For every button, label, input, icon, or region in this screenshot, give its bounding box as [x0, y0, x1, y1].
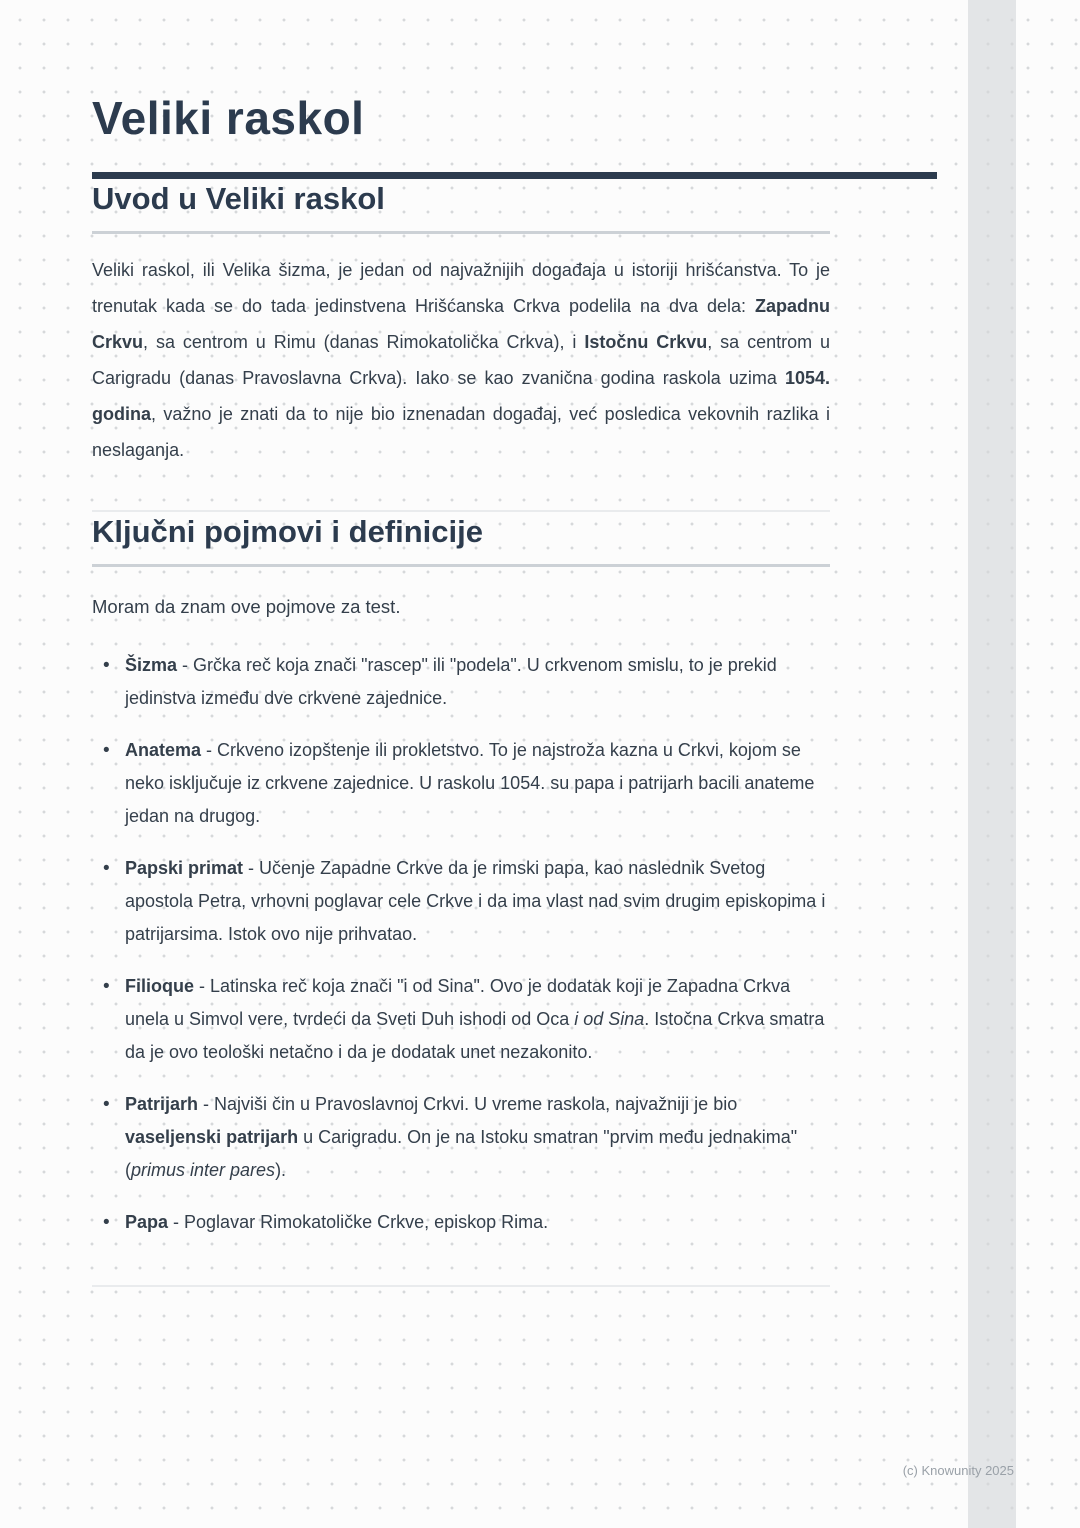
section-heading-key-terms: Ključni pojmovi i definicije	[92, 514, 483, 549]
footer-credit: (c) Knowunity 2025	[902, 1463, 1014, 1478]
section-heading-intro: Uvod u Veliki raskol	[92, 181, 385, 216]
text-segment: Anatema	[125, 740, 202, 760]
text-segment: , sa centrom u Rimu (danas Rimokatolička Crkva), i	[143, 332, 585, 352]
key-terms-list	[92, 649, 830, 1239]
key-terms-intro: Moram da znam ove pojmove za test.	[92, 596, 401, 617]
text-segment: Patrijarh	[125, 1094, 199, 1114]
key-term-item	[92, 1206, 830, 1239]
text-segment: Filioque	[125, 976, 194, 996]
text-segment: Veliki raskol, ili Velika šizma, je jedan od najvažnijih događaja u istoriji hrišćanstva. To je trenutak kada se do tada jedinstvena Hrišćanska Crkva podelila na dva dela:	[92, 260, 830, 316]
key-terms-heading-divider	[92, 564, 830, 567]
text-segment: - Crkveno izopštenje ili prokletstvo. To je najstroža kazna u Crkvi, kojom se neko isključuje iz crkvene zajednice. U raskolu 1054. su papa i patrijarh bacili anateme jedan na drugog.	[125, 740, 815, 826]
text-segment: Šizma	[125, 655, 178, 675]
document-content	[92, 90, 830, 1287]
text-segment: Papski primat	[125, 858, 244, 878]
key-term-item	[92, 852, 830, 951]
text-segment: Zapadnu Crkvu	[92, 296, 830, 352]
text-segment: , sa centrom u Carigradu (danas Pravoslavna Crkva). Iako se kao zvanična godina raskola uzima	[92, 332, 831, 388]
page-edge-strip	[968, 0, 1016, 1528]
text-segment: - Grčka reč koja znači "rascep" ili "podela". U crkvenom smislu, to je prekid jedinstva između dve crkvene zajednice.	[125, 655, 777, 708]
key-term-item	[92, 734, 830, 833]
title-divider	[92, 172, 937, 179]
text-segment: - Poglavar Rimokatoličke Crkve, episkop Rima.	[168, 1212, 549, 1232]
text-segment: Papa	[125, 1212, 169, 1232]
text-segment: - Najviši čin u Pravoslavnoj Crkvi. U vreme raskola, najvažniji je bio	[198, 1094, 738, 1114]
text-segment: i od Sina	[574, 1009, 645, 1029]
intro-paragraph	[92, 252, 830, 468]
text-segment: - Latinska reč koja znači "i od Sina". Ovo je dodatak koji je Zapadna Crkva unela u Simvol vere, tvrdeći da Sveti Duh ishodi od Oca	[125, 976, 791, 1029]
text-segment: ).	[275, 1160, 287, 1180]
text-segment: - Učenje Zapadne Crkve da je rimski papa, kao naslednik Svetog apostola Petra, vrhovni poglavar cele Crkve i da ima vlast nad svim drugim episkopima i patrijarsima. Istok ovo nije prihvatao.	[125, 858, 826, 944]
text-segment: , važno je znati da to nije bio iznenadan događaj, već posledica vekovnih razlika i neslaganja.	[92, 404, 830, 460]
intro-heading-divider	[92, 231, 830, 234]
key-term-item	[92, 1088, 830, 1187]
text-segment: 1054. godina	[92, 368, 830, 424]
text-segment: Istočnu Crkvu	[584, 332, 708, 352]
section-separator	[92, 1285, 830, 1287]
text-segment: . Istočna Crkva smatra da je ovo teološki netačno i da je dodatak unet nezakonito.	[125, 1009, 825, 1062]
key-term-item	[92, 970, 830, 1069]
text-segment: u Carigradu. On je na Istoku smatran "prvim među jednakima" (	[125, 1127, 798, 1180]
key-term-item	[92, 649, 830, 715]
page-title: Veliki raskol	[92, 92, 365, 144]
text-segment: vaseljenski patrijarh	[125, 1127, 299, 1147]
text-segment: primus inter pares	[131, 1160, 276, 1180]
